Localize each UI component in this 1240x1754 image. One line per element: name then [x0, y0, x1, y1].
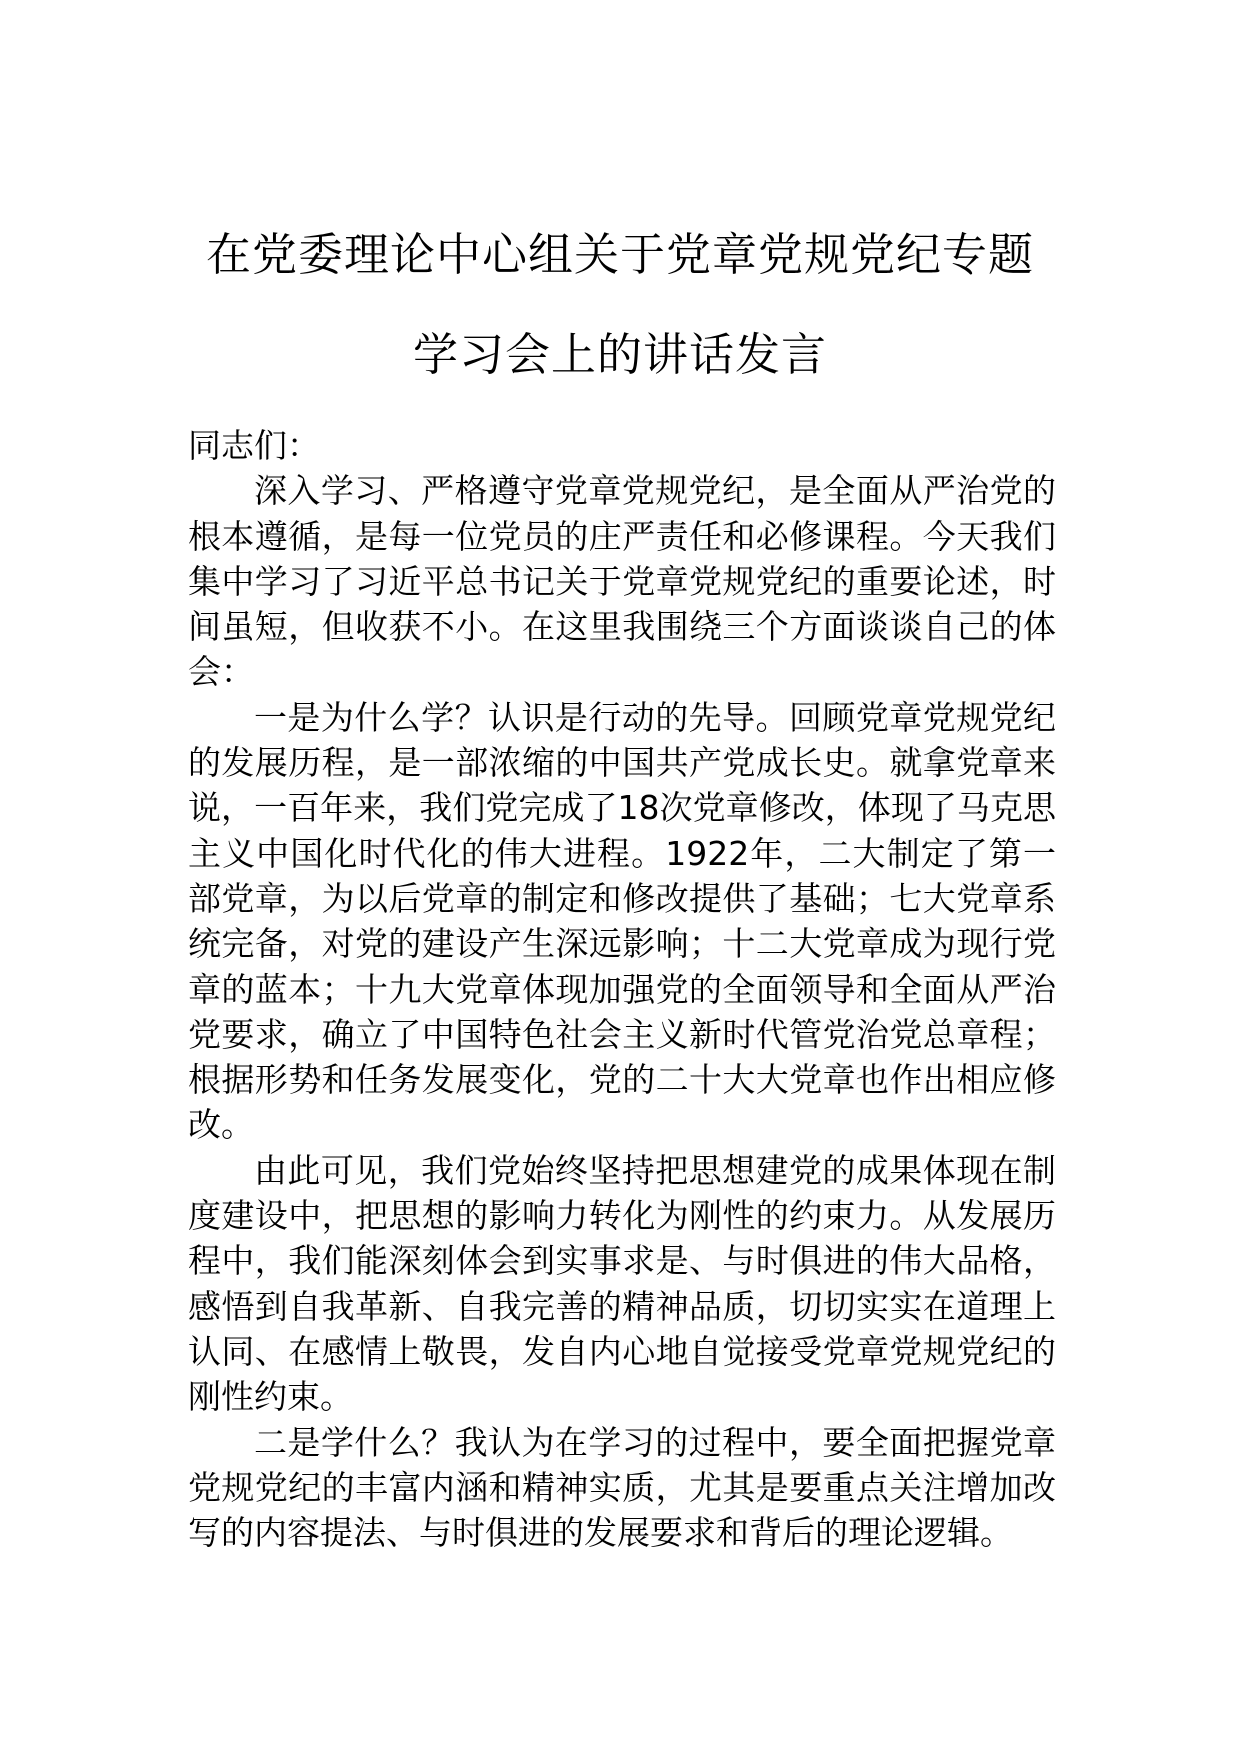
paragraph-intro: 深入学习、严格遵守党章党规党纪，是全面从严治党的根本遵循，是每一位党员的庄严责任和必修课程。今天我们集中学习了习近平总书记关于党章党规党纪的重要论述，时间虽短，但收获不小。在这里我围绕三个方面谈谈自己的体会： — [188, 471, 1056, 692]
paragraph-why-study: 一是为什么学？认识是行动的先导。回顾党章党规党纪的发展历程，是一部浓缩的中国共产党成长史。就拿党章来说，一百年来，我们党完成了18次党章修改，体现了马克思主义中国化时代化的伟大进程。1922年，二大制定了第一部党章，为以后党章的制定和修改提供了基础；七大党章系统完备，对党的建设产生深远影响；十二大党章成为现行党章的蓝本；十九大党章体现加强党的全面领导和全面从严治党要求，确立了中国特色社会主义新时代管党治党总章程；根据形势和任务发展变化，党的二十大大党章也作出相应修改。 — [188, 697, 1056, 1145]
paragraph-what-study: 二是学什么？我认为在学习的过程中，要全面把握党章党规党纪的丰富内涵和精神实质，尤其是要重点关注增加改写的内容提法、与时俱进的发展要求和背后的理论逻辑。 — [188, 1422, 1056, 1553]
salutation: 同志们： — [188, 426, 320, 465]
document-body — [188, 423, 1056, 1555]
title-line-1: 在党委理论中心组关于党章党规党纪专题 — [205, 228, 1034, 281]
paragraph-conclusion: 由此可见，我们党始终坚持把思想建党的成果体现在制度建设中，把思想的影响力转化为刚性的约束力。从发展历程中，我们能深刻体会到实事求是、与时俱进的伟大品格，感悟到自我革新、自我完善的精神品质，切切实实在道理上认同、在感情上敬畏，发自内心地自觉接受党章党规党纪的刚性约束。 — [188, 1150, 1056, 1417]
document-title — [150, 205, 1090, 405]
title-line-2: 学习会上的讲话发言 — [412, 328, 827, 381]
